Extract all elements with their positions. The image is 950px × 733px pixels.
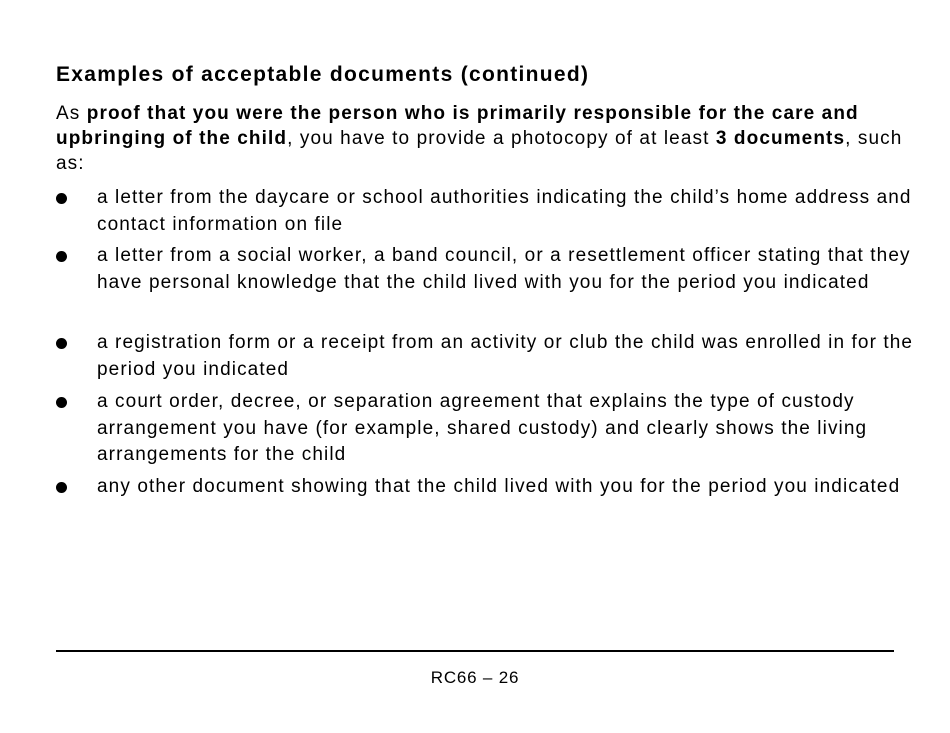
- page-number: RC66 – 26: [430, 668, 520, 687]
- intro-text-1: As: [56, 103, 87, 124]
- list-item-text: a letter from a social worker, a band council, or a resettlement officer stating that they have personal knowledge that the child lived with you for the period you indicated: [97, 245, 911, 293]
- bullet-dot-icon: [56, 482, 67, 493]
- list-item: [56, 474, 916, 501]
- list-item-text: any other document showing that the child lived with you for the period you indicated: [97, 476, 901, 497]
- list-item-text: a court order, decree, or separation agreement that explains the type of custody arrangement you have (for example, shared custody) and clearly shows the living arrangements for the child: [97, 391, 868, 465]
- section-heading: Examples of acceptable documents (continued): [56, 63, 590, 86]
- intro-paragraph: [56, 101, 916, 176]
- intro-bold-1: proof that you were the person who is primarily responsible for the care and upbringing of the child: [56, 103, 859, 149]
- intro-bold-2: 3 documents: [715, 128, 846, 149]
- footer-divider: [56, 650, 894, 652]
- list-item: [56, 389, 916, 469]
- list-item: [56, 243, 916, 296]
- list-item-text: a letter from the daycare or school authorities indicating the child’s home address and contact information on file: [97, 187, 912, 235]
- bullet-dot-icon: [56, 338, 67, 349]
- list-item: [56, 185, 916, 238]
- bullet-dot-icon: [56, 251, 67, 262]
- bullet-dot-icon: [56, 193, 67, 204]
- bullet-dot-icon: [56, 397, 67, 408]
- list-item: [56, 330, 916, 383]
- list-item-text: a registration form or a receipt from an activity or club the child was enrolled in for the period you indicated: [97, 332, 914, 380]
- intro-text-3: , such as:: [56, 128, 903, 174]
- intro-text-2: , you have to provide a photocopy of at least: [287, 128, 716, 149]
